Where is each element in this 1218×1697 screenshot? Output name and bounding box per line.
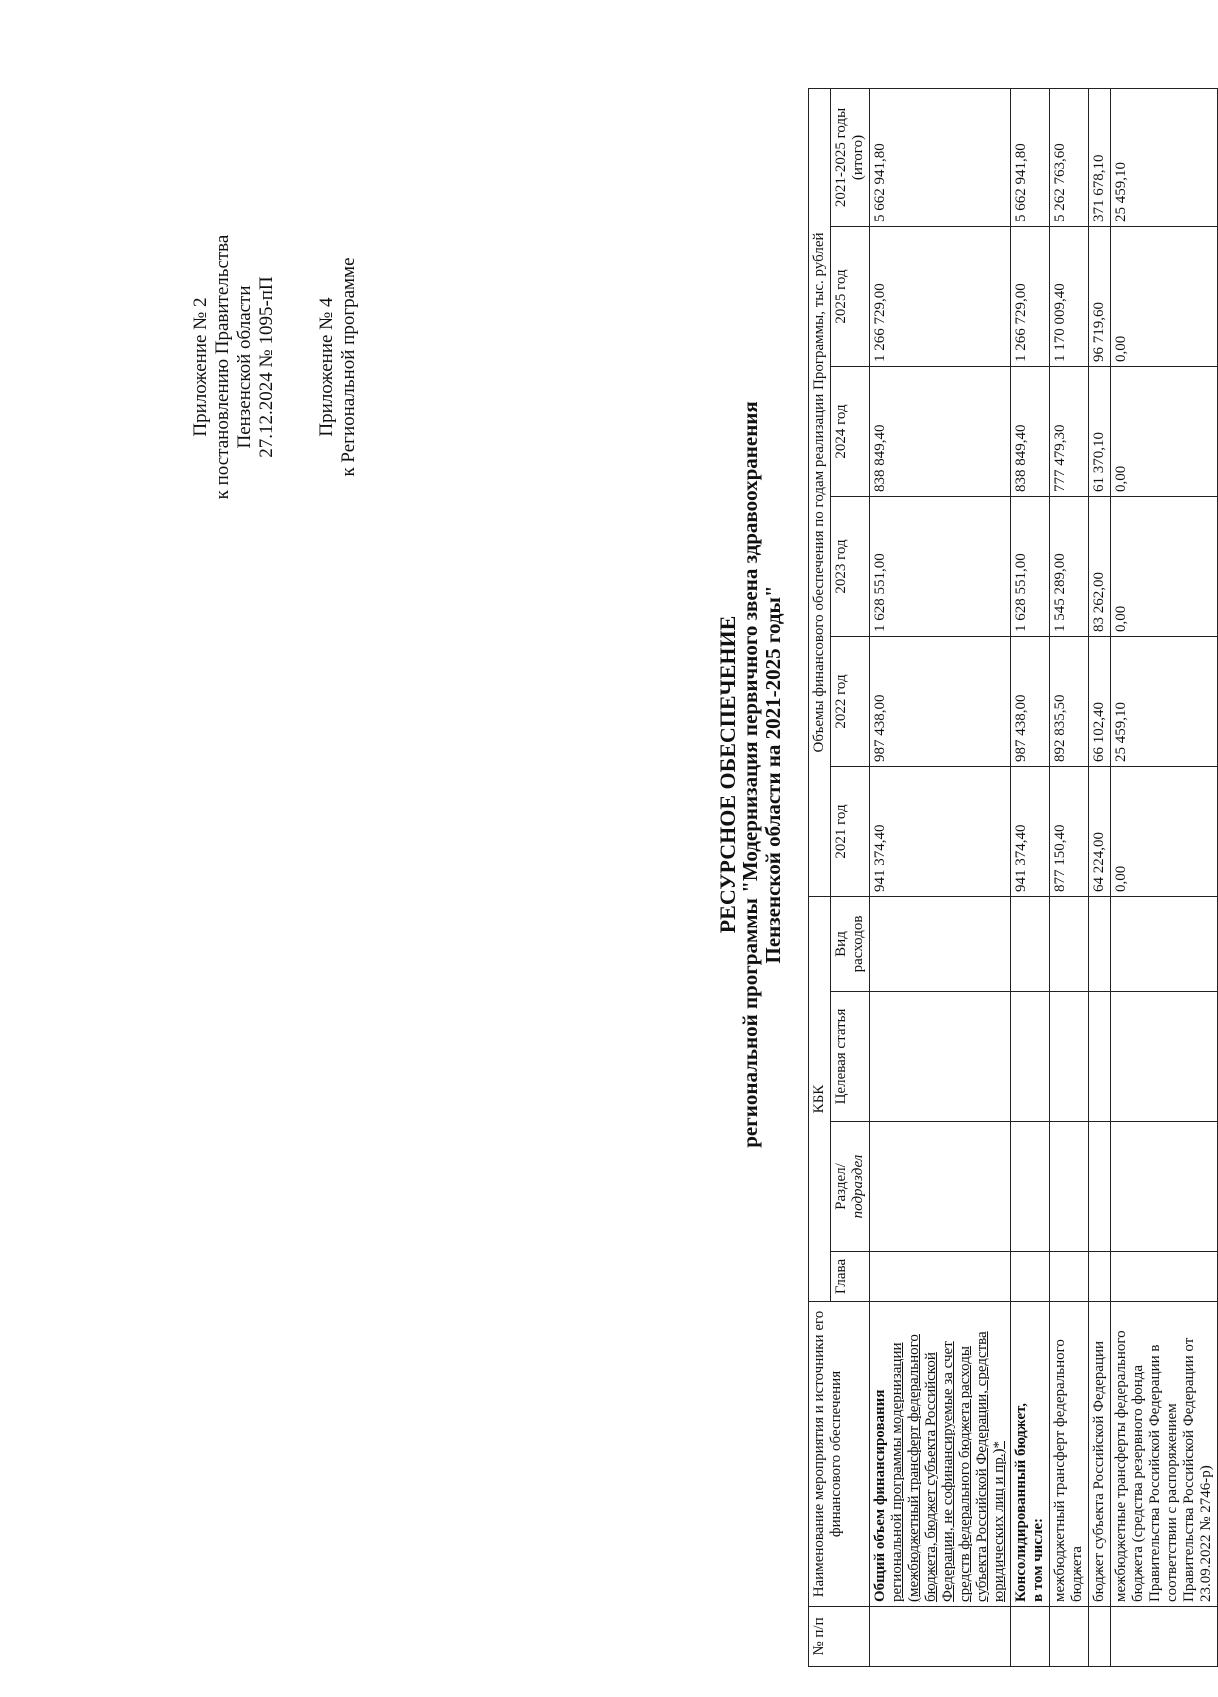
header-tselevaya: Целевая статья — [831, 992, 870, 1122]
header-2025: 2025 год — [831, 227, 870, 367]
row-name: межбюджетные трансферты федерального бюджета (средства резервного фонда Правительства Российской Федерации в соответствии с распоряжением Правительства Российской Федерации от 23.09.2022 № 2746-р) — [1111, 1302, 1218, 1607]
cell-total: 5 662 941,80 — [870, 88, 1011, 226]
header-volumes: Объемы финансового обеспечения по годам реализации Программы, тыс. рублей — [809, 88, 831, 896]
header-razdel — [831, 1122, 870, 1252]
header-razdel-b: подраздел — [850, 1154, 866, 1219]
cell-total: 25 459,10 — [1111, 88, 1218, 226]
cell-2021: 877 150,40 — [1050, 767, 1089, 897]
cell-2022: 892 835,50 — [1050, 637, 1089, 767]
cell-2024: 838 849,40 — [1011, 367, 1050, 497]
header-2021: 2021 год — [831, 767, 870, 897]
appendix-4-title: Приложение № 4 — [316, 297, 337, 437]
cell-2021: 941 374,40 — [1011, 767, 1050, 897]
header-glava: Глава — [831, 1252, 870, 1302]
header-num: № п/п — [809, 1607, 870, 1667]
cell-2021: 941 374,40 — [870, 767, 1011, 897]
header-2024: 2024 год — [831, 367, 870, 497]
appendix-2-region: Пензенской области — [234, 285, 255, 449]
rotated-page — [40, 52, 1214, 1697]
header-name: Наименование мероприятия и источники его финансового обеспечения — [809, 1302, 870, 1607]
cell-2024: 0,00 — [1111, 367, 1218, 497]
cell-2023: 1 628 551,00 — [870, 497, 1011, 637]
appendix-2-title: Приложение № 2 — [190, 297, 211, 437]
row-name-rest: в том числе: — [1030, 1517, 1046, 1602]
title-line-3: Пензенской области на 2021-2025 годы" — [761, 585, 785, 964]
row-name-bold: Общий объем финансирования — [872, 1389, 888, 1602]
appendix-2-block — [190, 197, 278, 537]
cell-2025: 0,00 — [1111, 227, 1218, 367]
appendix-4-ref: к Региональной программе — [338, 257, 359, 477]
cell-2021: 0,00 — [1111, 767, 1218, 897]
table-row-consolidated — [1011, 88, 1050, 1666]
cell-total: 5 262 763,60 — [1050, 88, 1089, 226]
appendix-2-date: 27.12.2024 № 1095-пП — [256, 276, 277, 458]
row-name: межбюджетный трансферт федерального бюджета — [1050, 1302, 1089, 1607]
table-row-regional — [1089, 88, 1111, 1666]
appendix-4-block — [316, 197, 360, 537]
row-name-bold: Консолидированный бюджет, — [1013, 1403, 1029, 1602]
header-2022: 2022 год — [831, 637, 870, 767]
cell-2023: 1 628 551,00 — [1011, 497, 1050, 637]
cell-2021: 64 224,00 — [1089, 767, 1111, 897]
resource-table — [808, 88, 1218, 1667]
header-row-1 — [809, 88, 831, 1666]
cell-2025: 96 719,60 — [1089, 227, 1111, 367]
cell-2022: 987 438,00 — [870, 637, 1011, 767]
cell-2024: 838 849,40 — [870, 367, 1011, 497]
cell-2023: 83 262,00 — [1089, 497, 1111, 637]
cell-2024: 777 479,30 — [1050, 367, 1089, 497]
title-line-2: региональной программы "Модернизация первичного звена здравоохранения — [738, 401, 762, 1148]
cell-2023: 0,00 — [1111, 497, 1218, 637]
header-razdel-a: Раздел/ — [833, 1163, 849, 1210]
appendix-2-ref: к постановлению Правительства — [212, 234, 233, 500]
title-line-1: РЕСУРСНОЕ ОБЕСПЕЧЕНИЕ — [715, 615, 740, 934]
row-name-rest: региональной программы модернизации (межбюджетный трансферт федерального бюджета, бюджет субъекта Российской Федерации, не софинансируемые за счет средств федерального бюджета расходы субъекта Российской Федерации, средства юридических лиц и пр.)* — [889, 1331, 1007, 1602]
cell-2022: 25 459,10 — [1111, 637, 1218, 767]
table-row-reserve-fund — [1111, 88, 1218, 1666]
cell-total: 5 662 941,80 — [1011, 88, 1050, 226]
row-name — [1011, 1302, 1050, 1607]
cell-2023: 1 545 289,00 — [1050, 497, 1089, 637]
table-row-total — [870, 88, 1011, 1666]
row-name: бюджет субъекта Российской Федерации — [1089, 1302, 1111, 1607]
header-total: 2021-2025 годы (итого) — [831, 88, 870, 226]
cell-2025: 1 266 729,00 — [870, 227, 1011, 367]
header-vid: Вид расходов — [831, 897, 870, 992]
cell-total: 371 678,10 — [1089, 88, 1111, 226]
cell-2022: 987 438,00 — [1011, 637, 1050, 767]
document-title — [716, 52, 785, 1497]
cell-2024: 61 370,10 — [1089, 367, 1111, 497]
cell-2025: 1 170 009,40 — [1050, 227, 1089, 367]
cell-2022: 66 102,40 — [1089, 637, 1111, 767]
cell-2025: 1 266 729,00 — [1011, 227, 1050, 367]
header-2023: 2023 год — [831, 497, 870, 637]
table-row-federal — [1050, 88, 1089, 1666]
row-name — [870, 1302, 1011, 1607]
header-kbk: КБК — [809, 897, 831, 1302]
